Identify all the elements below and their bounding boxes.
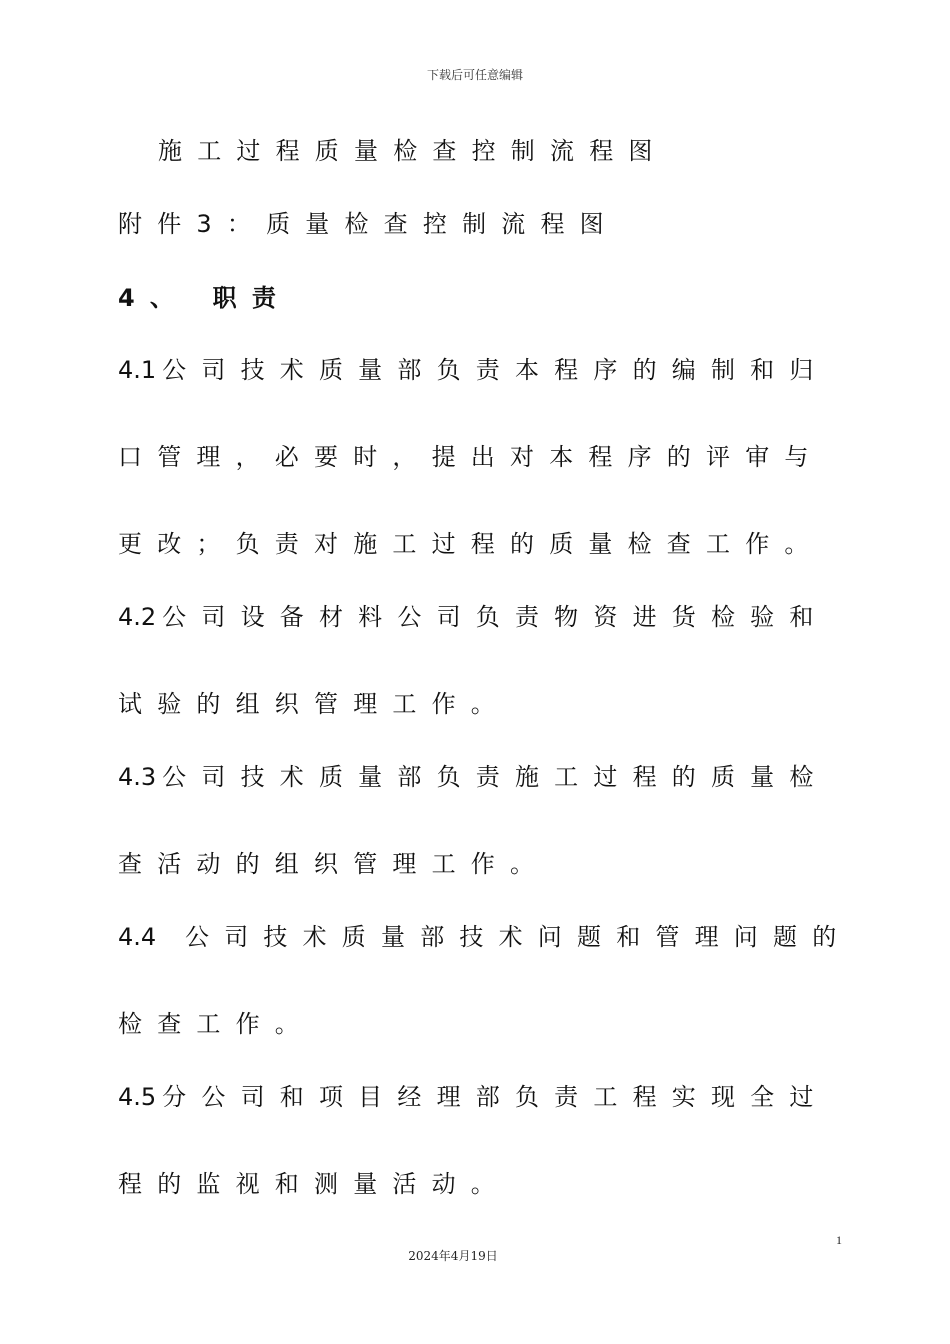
document-title: 施工过程质量检查控制流程图 [158, 137, 668, 165]
page-number: 1 [836, 1233, 842, 1247]
item-line: 试验的组织管理工作。 [118, 690, 510, 718]
item-line: 检查工作。 [118, 1010, 314, 1038]
item-number: 4.5 [118, 1083, 157, 1111]
item-line: 更改；负责对施工过程的质量检查工作。 [118, 530, 824, 558]
item-line: 公司技术质量部负责本程序的编制和归 [162, 356, 829, 384]
item-line: 公司设备材料公司负责物资进货检验和 [162, 603, 829, 631]
item-line: 公司技术质量部技术问题和管理问题的 [162, 923, 852, 951]
footer-date: 2024年4月19日 [408, 1249, 498, 1263]
item-number: 4.2 [118, 603, 157, 631]
item-line: 查活动的组织管理工作。 [118, 850, 550, 878]
item-number: 4.1 [118, 356, 157, 384]
item-number: 4.4 [118, 923, 157, 951]
item-line: 程的监视和测量活动。 [118, 1170, 510, 1198]
item-line: 公司技术质量部负责施工过程的质量检 [162, 763, 829, 791]
item-line: 口管理，必要时，提出对本程序的评审与 [118, 443, 824, 471]
item-line: 分公司和项目经理部负责工程实现全过 [162, 1083, 829, 1111]
section-heading: 4、 职责 [118, 284, 292, 312]
attachment-line: 附件3：质量检查控制流程图 [118, 210, 619, 238]
item-number: 4.3 [118, 763, 157, 791]
header-note: 下载后可任意编辑 [426, 68, 523, 82]
